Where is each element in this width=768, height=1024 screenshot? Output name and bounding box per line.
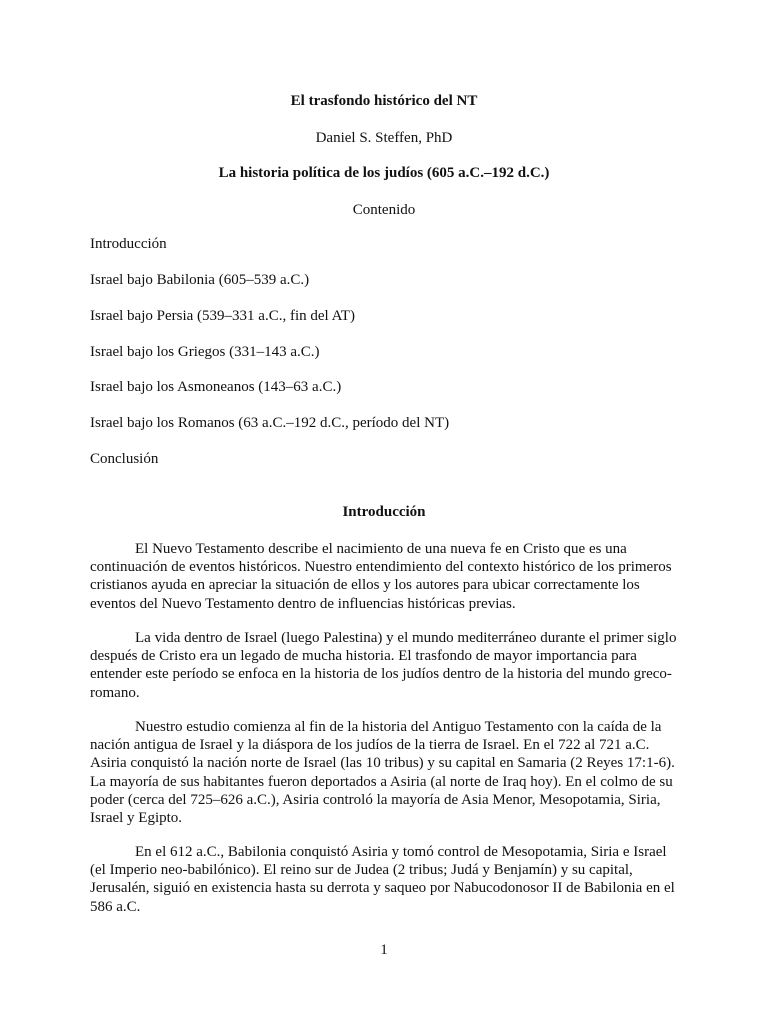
body-paragraph: En el 612 a.C., Babilonia conquistó Asiria y tomó control de Mesopotamia, Siria e Israel (el Imperio neo-babilónico). El reino sur de Judea (2 tribus; Judá y Benjamín) y su capital, Jerusalén, siguió en existencia hasta su derrota y saqueo por Nabucodonosor II de Babilonia en el 586 a.C. xyxy=(90,844,675,915)
toc-item: Israel bajo los Asmoneanos (143–63 a.C.) xyxy=(90,379,342,395)
toc-item: Israel bajo los Griegos (331–143 a.C.) xyxy=(90,344,320,360)
document-subtitle: La historia política de los judíos (605 a.C.–192 d.C.) xyxy=(218,165,550,181)
body-paragraph: El Nuevo Testamento describe el nacimiento de una nueva fe en Cristo que es una continuación de eventos históricos. Nuestro entendimiento del contexto histórico de los primeros cristianos ayuda en apreciar la situación de ellos y los autores para ubicar correctamente los eventos del Nuevo Testamento dentro de influencias históricas previas. xyxy=(90,541,672,612)
toc-item: Conclusión xyxy=(90,451,159,467)
toc-item: Israel bajo los Romanos (63 a.C.–192 d.C., período del NT) xyxy=(90,415,450,431)
toc-item: Israel bajo Babilonia (605–539 a.C.) xyxy=(90,272,310,288)
author-name: Daniel S. Steffen, PhD xyxy=(315,130,453,146)
toc-item: Israel bajo Persia (539–331 a.C., fin del AT) xyxy=(90,308,355,324)
page-number: 1 xyxy=(380,942,388,958)
contents-heading: Contenido xyxy=(352,202,416,218)
body-paragraph: Nuestro estudio comienza al fin de la historia del Antiguo Testamento con la caída de la nación antigua de Israel y la diáspora de los judíos de la tierra de Israel. En el 722 al 721 a.C. Asiria conquistó la nación norte de Israel (las 10 tribus) y su capital en Samaria (2 Reyes 17:1-6). La mayoría de sus habitantes fueron deportados a Asiria (al norte de Iraq hoy). En el colmo de su poder (cerca del 725–626 a.C.), Asiria controló la mayoría de Asia Menor, Mesopotamia, Siria, Israel y Egipto. xyxy=(90,719,675,827)
toc-item: Introducción xyxy=(90,236,167,252)
body-paragraph: La vida dentro de Israel (luego Palestina) y el mundo mediterráneo durante el primer siglo después de Cristo era un legado de mucha historia. El trasfondo de mayor importancia para entender este período se enfoca en la historia de los judíos dentro de la historia del mundo greco-romano. xyxy=(90,630,677,701)
document-title: El trasfondo histórico del NT xyxy=(290,93,478,109)
section-heading: Introducción xyxy=(342,504,426,520)
